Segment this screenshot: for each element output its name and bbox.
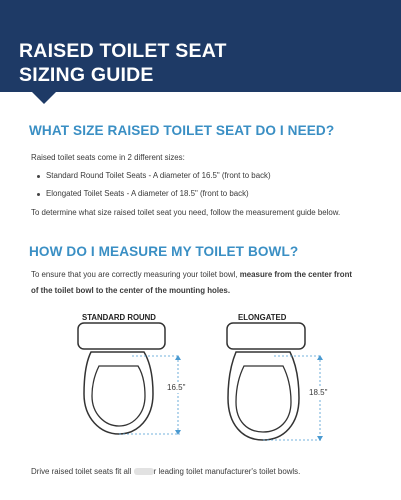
standard-measure-label: 16.5" xyxy=(167,383,186,392)
bullet-dot xyxy=(37,175,40,178)
label-elongated: ELONGATED xyxy=(238,313,287,322)
measure-instruction-line2: of the toilet bowl to the center of the mounting holes. xyxy=(31,286,231,295)
bullet-elongated: Elongated Toilet Seats - A diameter of 18.5" (front to back) xyxy=(46,189,249,198)
bullet-dot xyxy=(37,193,40,196)
bowl-inner xyxy=(92,366,145,426)
measure-instruction-line1 xyxy=(31,269,352,280)
label-standard-round: STANDARD ROUND xyxy=(82,313,156,322)
section-heading-measure: HOW DO I MEASURE MY TOILET BOWL? xyxy=(29,244,299,259)
sizes-intro: Raised toilet seats come in 2 different sizes: xyxy=(31,153,185,162)
footer-text-end: r leading toilet manufacturer's toilet bowls. xyxy=(153,467,301,476)
instruction-bold: measure from the center front xyxy=(239,270,353,279)
page-title xyxy=(19,39,227,87)
elongated-measure-label: 18.5" xyxy=(309,388,328,397)
banner-pointer xyxy=(30,90,58,104)
arrow-up xyxy=(317,355,323,360)
section-heading-size: WHAT SIZE RAISED TOILET SEAT DO I NEED? xyxy=(29,123,335,138)
tank-outline xyxy=(227,323,305,349)
title-line-2: SIZING GUIDE xyxy=(19,64,154,86)
sizes-outro: To determine what size raised toilet seat you need, follow the measurement guide below. xyxy=(31,208,341,217)
footer-note xyxy=(31,466,300,477)
bowl-inner xyxy=(236,366,291,432)
bullet-standard: Standard Round Toilet Seats - A diameter of 16.5" (front to back) xyxy=(46,171,271,180)
arrow-down xyxy=(317,436,323,441)
footer-text-start: Drive raised toilet seats fit all xyxy=(31,467,134,476)
title-line-1: RAISED TOILET SEAT xyxy=(19,40,227,62)
redacted-brand-mark xyxy=(134,468,154,475)
tank-outline xyxy=(78,323,165,349)
arrow-up xyxy=(175,355,181,360)
elongated-toilet-diagram xyxy=(222,322,342,442)
instruction-text: To ensure that you are correctly measuring your toilet bowl, xyxy=(31,270,240,279)
